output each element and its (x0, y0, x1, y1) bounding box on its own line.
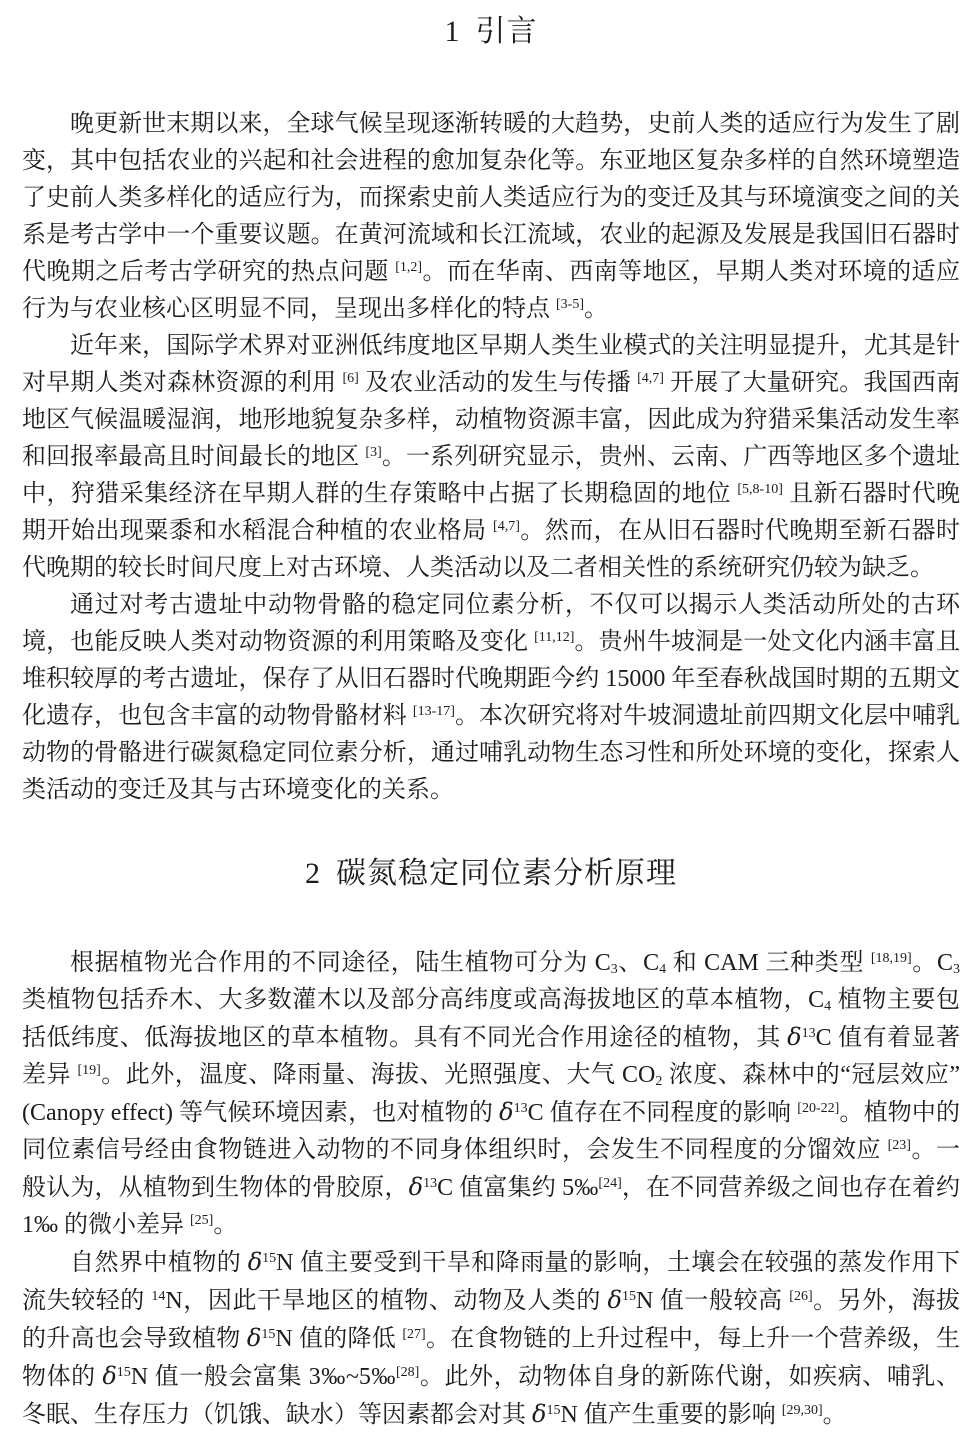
section-1-title: 引言 (475, 15, 538, 48)
section-1-number: 1 (444, 15, 461, 48)
paragraph-intro-2: 近年来，国际学术界对亚洲低纬度地区早期人类生业模式的关注明显提升，尤其是针对早期人类对森林资源的利用 [6] 及农业活动的发生与传播 [4,7] 开展了大量研究。我国西南地区气候温暖湿润，地形地貌复杂多样，动植物资源丰富，因此成为狩猎采集活动发生率和回报率最高且时间最长的地区 [3]。一系列研究显示，贵州、云南、广西等地区多个遗址中，狩猎采集经济在早期人群的生存策略中占据了长期稳固的地位 [5,8-10] 且新石器时代晚期开始出现粟黍和水稻混合种植的农业格局 [4,7]。然而，在从旧石器时代晚期至新石器时代晚期的较长时间尺度上对古环境、人类活动以及二者相关性的系统研究仍较为缺乏。 (22, 333, 961, 581)
section-2-heading (22, 855, 960, 893)
section-1-heading (22, 13, 960, 51)
section-2-title: 碳氮稳定同位素分析原理 (336, 857, 677, 890)
paragraph-principle-1: 根据植物光合作用的不同途径，陆生植物可分为 $C_3$、$C_4$ 和 CAM 三种类型 [18,19]。$C_3$ 类植物包括乔木、大多数灌木以及部分高纬度或高海拔地区的草本植物，$C_4$ 植物主要包括低纬度、低海拔地区的草本植物。具有不同光合作用途径的植物，其 $\delta^{13}C$ 值有着显著差异 [19]。此外，温度、降雨量、海拔、光照强度、大气 $CO_2$ 浓度、森林中的“冠层效应”(Canopy effect) 等气候环境因素，也对植物的 $\delta^{13}C$ 值存在不同程度的影响 [20-22]。植物中的同位素信号经由食物链进入动物的不同身体组织时，会发生不同程度的分馏效应 [23]。一般认为，从植物到生物体的骨胶原，$\delta^{13}C$ 值富集约 5‰[24]，在不同营养级之间也存在着约 1‰ 的微小差异 [25]。 (22, 950, 961, 1238)
section-1-body (22, 106, 960, 809)
section-2-number: 2 (305, 857, 321, 890)
paragraph-principle-2: 自然界中植物的 $\delta^{15}N$ 值主要受到干旱和降雨量的影响，土壤会在较强的蒸发作用下流失较轻的 $^{14}$N，因此干旱地区的植物、动物及人类的 $\delta^{15}N$ 值一般较高 [26]。另外，海拔的升高也会导致植物 $\delta^{15}N$ 值的降低 [27]。在食物链的上升过程中，每上升一个营养级，生物体的 $\delta^{15}N$ 值一般会富集 3‰~5‰[28]。此外，动物体自身的新陈代谢，如疾病、哺乳、冬眠、生存压力（饥饿、缺水）等因素都会对其 $\delta^{15}N$ 值产生重要的影响 [29,30]。 (22, 1248, 961, 1428)
section-2-body (22, 945, 960, 1434)
paragraph-intro-3: 通过对考古遗址中动物骨骼的稳定同位素分析，不仅可以揭示人类活动所处的古环境，也能反映人类对动物资源的利用策略及变化 [11,12]。贵州牛坡洞是一处文化内涵丰富且堆积较厚的考古遗址，保存了从旧石器时代晚期距今约 15000 年至春秋战国时期的五期文化遗存，也包含丰富的动物骨骼材料 [13-17]。本次研究将对牛坡洞遗址前四期文化层中哺乳动物的骨骼进行碳氮稳定同位素分析，通过哺乳动物生态习性和所处环境的变化，探索人类活动的变迁及其与古环境变化的关系。 (22, 592, 961, 803)
paragraph-intro-1: 晚更新世末期以来，全球气候呈现逐渐转暖的大趋势，史前人类的适应行为发生了剧变，其中包括农业的兴起和社会进程的愈加复杂化等。东亚地区复杂多样的自然环境塑造了史前人类多样化的适应行为，而探索史前人类适应行为的变迁及其与环境演变之间的关系是考古学中一个重要议题。在黄河流域和长江流域，农业的起源及发展是我国旧石器时代晚期之后考古学研究的热点问题 [1,2]。而在华南、西南等地区，早期人类对环境的适应行为与农业核心区明显不同，呈现出多样化的特点 [3-5]。 (22, 111, 961, 322)
